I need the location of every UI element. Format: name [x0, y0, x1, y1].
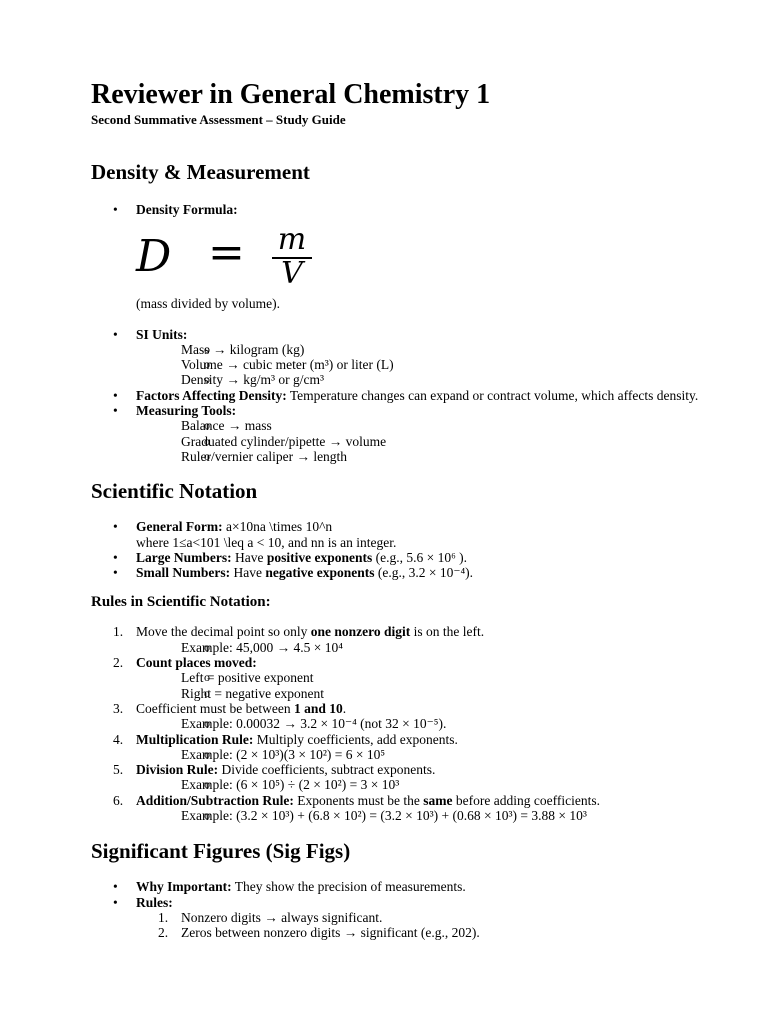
list-item: o Example: (3.2 × 10³) + (6.8 × 10²) = (3.2 × 10³) + (0.68 × 10³) = 3.88 × 10³ — [136, 808, 711, 823]
list-item: o Left = positive exponent — [136, 670, 711, 685]
list-item: o Right = negative exponent — [136, 686, 711, 701]
formula-numerator: m — [277, 222, 307, 258]
sig-rules-label: Rules: — [136, 894, 173, 910]
list-item: 1. Nonzero digits → always significant. — [158, 909, 383, 925]
sig-list — [91, 879, 711, 940]
general-form-text: a×10na \times 10^n — [222, 519, 333, 535]
why-important-label: Why Important: — [136, 879, 232, 895]
document-page — [91, 78, 711, 941]
document-title: Reviewer in General Chemistry 1 — [91, 79, 491, 110]
rules-list — [91, 624, 711, 823]
list-item: • Why Important: They show the precision of measurements. — [91, 879, 711, 894]
list-item: 4. Multiplication Rule: Multiply coefficients, add exponents. o Example: (2 × 10³)(3 × 10²) = 6 × 10⁵ — [91, 732, 711, 763]
large-numbers-label: Large Numbers: — [136, 549, 232, 565]
list-item: o Example: (2 × 10³)(3 × 10²) = 6 × 10⁵ — [136, 747, 711, 762]
section-heading-density: Density & Measurement — [91, 160, 310, 184]
list-item — [91, 388, 711, 403]
list-item: 1. Move the decimal point so only one nonzero digit is on the left. o Example: 45,000 → 4.5 × 10⁴ — [91, 624, 711, 655]
general-form-label: General Form: — [136, 519, 223, 535]
formula-note: (mass divided by volume). — [136, 296, 280, 312]
list-item: o Example: 45,000 → 4.5 × 10⁴ — [136, 640, 711, 655]
density-formula-label: Density Formula: — [136, 202, 238, 217]
general-form-text2: where 1≤a<101 \leq a < 10, and nn is an integer. — [136, 534, 397, 550]
factors-text: Temperature changes can expand or contract volume, which affects density. — [286, 387, 699, 403]
list-item: • Small Numbers: Have negative exponents (e.g., 3.2 × 10⁻⁴). — [91, 565, 711, 580]
list-item: o Balance → mass — [136, 418, 711, 433]
list-item — [91, 327, 711, 388]
si-units-label: SI Units: — [136, 326, 188, 342]
list-item: o Example: 0.00032 → 3.2 × 10⁻⁴ (not 32 × 10⁻⁵). — [136, 716, 711, 731]
formula-equals: = — [208, 227, 245, 279]
list-item: o Example: (6 × 10⁵) ÷ (2 × 10²) = 3 × 10³ — [136, 777, 711, 792]
list-item: o Density → kg/m³ or g/cm³ — [136, 372, 711, 387]
list-item: o Volume → cubic meter (m³) or liter (L) — [136, 357, 711, 372]
list-item: 5. Division Rule: Divide coefficients, subtract exponents. o Example: (6 × 10⁵) ÷ (2 × 10²) = 3 × 10³ — [91, 762, 711, 793]
list-item: 3. Coefficient must be between 1 and 10. o Example: 0.00032 → 3.2 × 10⁻⁴ (not 32 × 10⁻⁵). — [91, 701, 711, 732]
section-heading-scientific-notation: Scientific Notation — [91, 479, 258, 504]
measuring-tools-label: Measuring Tools: — [136, 403, 237, 419]
section-heading-sig-figs: Significant Figures (Sig Figs) — [91, 839, 351, 864]
density-formula — [136, 222, 711, 295]
density-details-list — [91, 327, 711, 465]
list-item: 2. Zeros between nonzero digits → significant (e.g., 202). — [158, 925, 480, 941]
list-item: o Ruler/vernier caliper → length — [136, 449, 711, 464]
list-item — [91, 895, 711, 941]
rules-heading: Rules in Scientific Notation: — [91, 594, 271, 611]
formula-lhs: D — [136, 231, 172, 283]
list-item: • Large Numbers: Have positive exponents (e.g., 5.6 × 10⁶ ). — [91, 550, 711, 565]
list-item: 2. Count places moved: o Left = positive exponent o Right = negative exponent — [91, 655, 711, 701]
density-list — [91, 202, 711, 217]
factors-label: Factors Affecting Density: — [136, 387, 287, 403]
measuring-tools-sublist — [136, 418, 711, 464]
document-subtitle: Second Summative Assessment – Study Guide — [91, 112, 346, 127]
sci-list — [91, 519, 711, 580]
list-item — [91, 403, 711, 464]
small-numbers-label: Small Numbers: — [136, 565, 231, 581]
list-item — [91, 519, 711, 550]
si-units-sublist — [136, 342, 711, 388]
list-item: o Graduated cylinder/pipette → volume — [136, 434, 711, 449]
list-item — [91, 202, 711, 217]
formula-fraction — [272, 222, 312, 292]
formula-denominator: V — [281, 256, 303, 292]
list-item: 6. Addition/Subtraction Rule: Exponents must be the same before adding coefficients. o Example: (3.2 × 10³) + (6.8 × 10²) = (3.2 × 10³) + (0.68 × 10³) = 3.88 × 10³ — [91, 793, 711, 824]
list-item: o Mass → kilogram (kg) — [136, 342, 711, 357]
